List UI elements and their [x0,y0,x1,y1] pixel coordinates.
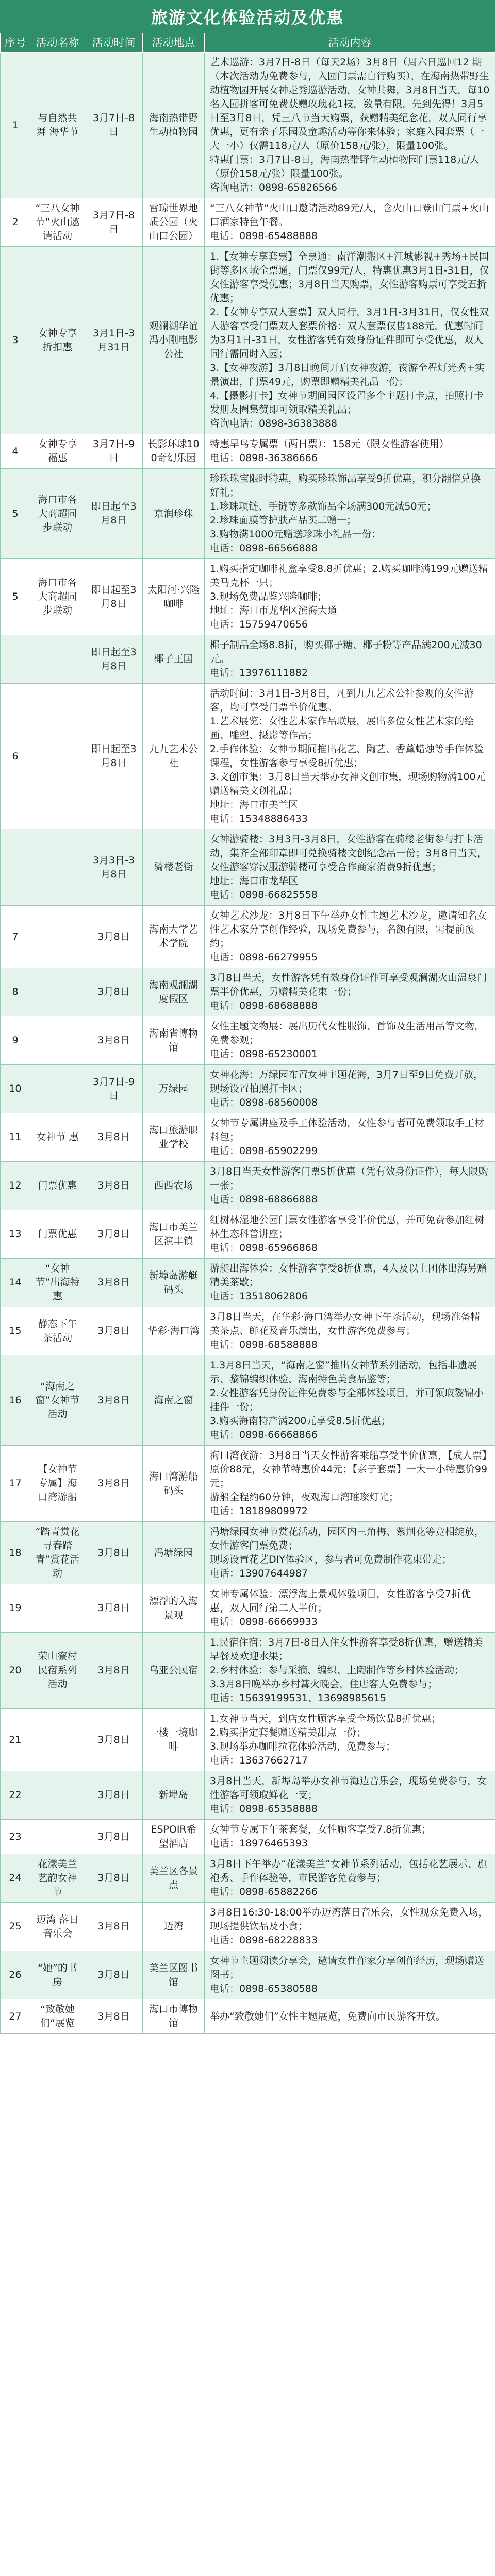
cell-no: 20 [1,1633,30,1709]
table-row [1,559,495,635]
cell-activity-time: 3月8日 [85,1113,143,1162]
content-line: 特惠早鸟专属票（两日票）：158元（限女性游客使用） [210,438,449,450]
content-line: 电话：15759470656 [210,619,308,630]
table-row [1,198,495,247]
cell-activity-place: 万绿园 [143,1065,205,1113]
cell-no: 1 [1,53,30,198]
cell-activity-content [205,469,495,559]
content-line: 红树林湿地公园门票女性游客享受半价优惠，并可免费参加红树林生态科普讲座； [210,1214,485,1240]
content-line: 特惠门票：3月7日-8日，海南热带野生动植物园门票118元/人（原价158元/张）限量100张。 [210,154,480,179]
content-line: 2.手作体验：女神节期间推出花艺、陶艺、香薰蜡烛等手作体验课程，女性游客参与享受8折优惠； [210,743,484,769]
cell-no: 27 [1,1999,30,2034]
cell-activity-time: 3月1日-3月31日 [85,247,143,434]
cell-activity-time: 3月7日-9日 [85,434,143,469]
cell-activity-time: 3月8日 [85,1854,143,1903]
cell-no: 16 [1,1355,30,1446]
cell-activity-place: 海口湾游船码头 [143,1446,205,1522]
content-line: 电话：0898-68228833 [210,1935,318,1946]
content-line: 电话：15348886433 [210,813,308,824]
cell-activity-place: 海南之窗 [143,1355,205,1446]
table-row [1,1771,495,1820]
cell-no: 26 [1,1951,30,1999]
cell-activity-content [205,1633,495,1709]
content-line: 咨询电话：0898-36383888 [210,418,337,429]
cell-activity-name: 女神专享 福惠 [30,434,85,469]
content-line: 现场设置花艺DIY体验区，参与者可免费制作花束带走； [210,1554,452,1565]
cell-activity-place: 长影环球100奇幻乐园 [143,434,205,469]
content-line: 电话：0898-66279955 [210,952,318,963]
content-line: 电话：0898-68866888 [210,1194,318,1205]
content-line: 椰子制品全场8.8折，购买椰子糖、椰子粉等产品满200元减30元。 [210,639,482,665]
cell-activity-place: 冯塘绿园 [143,1522,205,1584]
cell-no: 5 [1,559,30,635]
cell-activity-name: “她”的书房 [30,1951,85,1999]
cell-activity-content [205,198,495,247]
cell-activity-name: 海口市各大商超同步联动 [30,469,85,559]
cell-activity-place: 新埠岛 [143,1771,205,1820]
cell-activity-content [205,1584,495,1633]
cell-no: 9 [1,1016,30,1065]
cell-activity-content [205,684,495,829]
cell-activity-content [205,968,495,1016]
cell-activity-content [205,1307,495,1355]
table-row [1,1584,495,1633]
content-line: 电话：13976111882 [210,667,308,679]
content-line: 电话：0898-65230001 [210,1048,318,1060]
content-line: 3月8日当天，女性游客凭有效身份证件可享受观澜湖火山温泉门票半价优惠，另赠精美花束一份； [210,972,487,997]
cell-activity-time: 3月8日 [85,1633,143,1709]
cell-activity-content [205,906,495,968]
cell-activity-time: 3月7日-9日 [85,1065,143,1113]
content-line: 3.购买海南特产满200元享受8.5折优惠； [210,1415,391,1427]
cell-activity-content [205,1210,495,1259]
content-line: 1.民宿住宿：3月7日-8日入住女性游客享受8折优惠，赠送精美早餐及欢迎水果； [210,1637,483,1662]
content-line: 电话：18189809972 [210,1505,308,1517]
cell-activity-content [205,53,495,198]
table-row [1,1951,495,1999]
cell-activity-name: 与自然共舞 海华节 [30,53,85,198]
cell-activity-place: 迈湾 [143,1903,205,1951]
cell-activity-name [30,1820,85,1854]
cell-no: 5 [1,469,30,559]
cell-no: 23 [1,1820,30,1854]
table-row [1,1709,495,1771]
cell-activity-content [205,1854,495,1903]
cell-activity-name: 女神专享折扣惠 [30,247,85,434]
content-line: 电话：0898-65380588 [210,1983,318,1994]
content-line: 电话：0898-66669933 [210,1616,318,1628]
cell-activity-content [205,1446,495,1522]
cell-activity-name: “致敬她们”展览 [30,1999,85,2034]
cell-activity-content [205,635,495,684]
content-line: 2.乡村体验：参与采摘、编织、土陶制作等乡村体验活动； [210,1665,465,1676]
content-line: 3月8日当天，在华彩·海口湾举办女神下午茶活动，现场准备精美茶点、鲜花及音乐演出，女性游客免费参与； [210,1311,481,1336]
cell-activity-content [205,1355,495,1446]
cell-activity-time: 3月8日 [85,1522,143,1584]
cell-activity-place: 华彩·海口湾 [143,1307,205,1355]
cell-activity-name: 静态下午茶活动 [30,1307,85,1355]
cell-no: 2 [1,198,30,247]
cell-no [1,829,30,906]
cell-no: 17 [1,1446,30,1522]
cell-activity-time: 3月7日-8日 [85,53,143,198]
content-line: 3.【女神夜游】3月8日晚间开启女神夜游，夜游全程灯光秀+实景演出，门票49元，购票即赠精美礼品一份； [210,362,485,387]
cell-activity-content [205,1162,495,1210]
cell-activity-time: 3月8日 [85,968,143,1016]
cell-activity-place: 海南大学艺术学院 [143,906,205,968]
cell-activity-place: ESPOIR希望酒店 [143,1820,205,1854]
cell-activity-time: 3月8日 [85,1210,143,1259]
table-row [1,968,495,1016]
table-row [1,469,495,559]
content-line: 女神艺术沙龙：3月8日下午举办女性主题艺术沙龙，邀请知名女性艺术家分享创作经验，现场免费参与，名额有限，需提前预约； [210,910,487,949]
cell-activity-name: 女神节 惠 [30,1113,85,1162]
cell-activity-name: “三八女神节”火山邀请活动 [30,198,85,247]
content-line: 电话：0898-36386666 [210,452,318,464]
cell-activity-place: 雷琼世界地质公园（火山口公园） [143,198,205,247]
cell-activity-name [30,1016,85,1065]
cell-no: 6 [1,684,30,829]
cell-activity-time: 3月8日 [85,1355,143,1446]
cell-activity-place: 美兰区各景点 [143,1854,205,1903]
content-line: 女神节专属讲座及手工体验活动，女性参与者可免费领取手工材料包； [210,1117,485,1143]
content-line: 电话：0898-65358888 [210,1803,318,1815]
cell-no: 3 [1,247,30,434]
content-line: 电话：13907644987 [210,1568,308,1579]
table-row [1,434,495,469]
cell-activity-name [30,684,85,829]
content-line: 女神游骑楼：3月3日-3月8日，女性游客在骑楼老街参与打卡活动，集齐全部印章即可兑换骑楼文创纪念品一份；3月8日当天，女性游客穿汉服游骑楼可享受合作商家消费9折优惠； [210,834,487,873]
cell-activity-name: “女神节”出海特惠 [30,1259,85,1307]
cell-no: 13 [1,1210,30,1259]
content-line: 活动时间：3月1日-3月8日，凡到九九艺术公社参观的女性游客，均可享受门票半价优惠。 [210,688,474,713]
content-line: 海口湾夜游：3月8日当天女性游客乘船享受半价优惠，【成人票】原价88元，女神节特惠价44元；【亲子套票】一大一小特惠价99元； [210,1450,488,1489]
table-row [1,1903,495,1951]
cell-activity-time: 即日起至3月8日 [85,469,143,559]
cell-no: 10 [1,1065,30,1113]
table-row [1,1259,495,1307]
table-row [1,53,495,198]
cell-activity-place: 京润珍珠 [143,469,205,559]
cell-activity-place: 骑楼老街 [143,829,205,906]
content-line: 2.【女神专享双人套票】双人同行，3月1日-3月31日，仅女性双人游客享受门票双人套票价格：双人套票仅售188元，优惠时间为3月1日-31日，女性游客凭有效身份证件即可享受优惠，双人同行需同时入园； [210,307,489,360]
cell-no: 15 [1,1307,30,1355]
cell-activity-name [30,906,85,968]
content-line: 3.3月8日晚举办乡村篝火晚会，住店客人免费参与； [210,1679,438,1690]
table-row [1,1162,495,1210]
content-line: 2.女性游客凭身份证件免费参与全部体验项目，并可领取黎锦小挂件一份； [210,1387,484,1413]
cell-activity-content [205,1016,495,1065]
table-row [1,1355,495,1446]
table-row [1,1210,495,1259]
content-line: 3.购物满1000元赠送珍珠小礼品一份； [210,529,382,540]
cell-activity-content [205,1709,495,1771]
cell-activity-name: 门票优惠 [30,1162,85,1210]
cell-activity-time: 3月8日 [85,1307,143,1355]
content-line: 地址：海口市美兰区 [210,799,299,810]
cell-activity-content [205,247,495,434]
content-line: 女神节主题阅读分享会，邀请女性作家分享创作经历，现场赠送图书； [210,1955,485,1980]
table-row [1,1633,495,1709]
cell-activity-place: 海口市博物馆 [143,1999,205,2034]
cell-activity-time: 3月8日 [85,1820,143,1854]
content-line: 电话：13637662717 [210,1755,308,1766]
content-line: 3月8日当天，新埠岛举办女神节海边音乐会，现场免费参与，女性游客可领取鲜花一支； [210,1775,487,1801]
content-line: 女性主题文物展：展出历代女性服饰、首饰及生活用品等文物，免费参观； [210,1021,485,1046]
content-line: 电话：13518062806 [210,1291,308,1302]
cell-activity-name: 海口市各大商超同步联动 [30,559,85,635]
content-line: 1.艺术展览：女性艺术家作品联展，展出多位女性艺术家的绘画、雕塑、摄影等作品； [210,716,474,741]
content-line: 1.3月8日当天，“海南之窗”推出女神节系列活动，包括非遗展示、黎锦编织体验、海南特色美食品鉴等； [210,1360,477,1385]
table-row [1,247,495,434]
content-line: 1.珍珠项链、手链等多款饰品全场满300元减50元； [210,501,437,512]
content-line: 电话：0898-68560008 [210,1097,318,1108]
cell-no: 7 [1,906,30,968]
cell-activity-name: 迈湾 落日 音乐会 [30,1903,85,1951]
table-row [1,1446,495,1522]
cell-activity-name: “海南之窗”女神节活动 [30,1355,85,1446]
page-title: 旅游文化体验活动及优惠 [0,0,495,33]
cell-activity-name: “踏青赏花 寻春踏青”赏花活动 [30,1522,85,1584]
cell-activity-name [30,1584,85,1633]
cell-activity-place: 西西农场 [143,1162,205,1210]
cell-activity-content [205,1951,495,1999]
content-line: 1.【女神专享套票】全票通：南洋潮搬区+江城影视+秀场+民国街等多区域全票通，门票仅99元/人，特惠优惠3月1日-31日，仅女性游客享受优惠；3月8日当天购票，女性游客购票可享受五折优惠； [210,251,489,304]
cell-activity-place: 太阳河·兴隆咖啡 [143,559,205,635]
cell-activity-place: 九九艺术公社 [143,684,205,829]
cell-activity-name [30,1065,85,1113]
cell-activity-time: 3月8日 [85,1016,143,1065]
cell-activity-time: 3月8日 [85,1446,143,1522]
content-line: 3月8日下午举办“花漾美兰”女神节系列活动，包括花艺展示、旗袍秀、手作体验等，市民游客免费参与； [210,1858,487,1884]
cell-activity-content [205,1259,495,1307]
content-line: 电话：0898-65488888 [210,230,318,242]
cell-no: 14 [1,1259,30,1307]
column-header-time: 活动时间 [85,33,143,53]
cell-activity-time: 3月8日 [85,1709,143,1771]
content-line: 地址：海口市龙华区 [210,875,299,887]
table-row [1,684,495,829]
cell-activity-time: 3月8日 [85,1259,143,1307]
table-header-row [1,33,495,53]
column-header-no: 序号 [1,33,30,53]
cell-activity-place: 海口旅游职业学校 [143,1113,205,1162]
content-line: 3月8日当天女性游客门票5折优惠（凭有效身份证件），每人限购一张； [210,1166,488,1191]
table-row [1,829,495,906]
content-line: 2.购买指定套餐赠送精美甜点一份； [210,1727,367,1738]
cell-activity-place: 海南观澜湖度假区 [143,968,205,1016]
content-line: 珍珠珠宝限时特惠，购买珍珠饰品享受9折优惠，积分翻倍兑换好礼； [210,473,481,498]
cell-activity-content [205,1820,495,1854]
content-line: 3月8日16:30-18:00举办迈湾落日音乐会，女性观众免费入场，现场提供饮品及小食； [210,1907,488,1932]
cell-no: 4 [1,434,30,469]
table-row [1,1016,495,1065]
content-line: 电话：0898-66668866 [210,1429,318,1440]
cell-activity-place: 海南热带野生动植物园 [143,53,205,198]
content-line: “三八女神节”火山口邀请活动89元/人，含火山口登山门票+火山口酒家特色午餐。 [210,202,489,228]
cell-activity-time: 3月8日 [85,1951,143,1999]
content-line: 3.文创市集：3月8日当天举办女神文创市集，现场购物满100元赠送精美文创礼品； [210,771,486,796]
cell-no [1,635,30,684]
content-line: 游船全程约60分钟，夜观海口湾璀璨灯光； [210,1492,399,1503]
table-row [1,1307,495,1355]
cell-activity-content [205,1771,495,1820]
cell-activity-time: 即日起至3月8日 [85,559,143,635]
cell-activity-place: 椰子王国 [143,635,205,684]
cell-no: 24 [1,1854,30,1903]
table-row [1,1820,495,1854]
content-line: 地址：海口市龙华区滨海大道 [210,605,338,616]
cell-activity-name [30,968,85,1016]
content-line: 冯塘绿园女神节赏花活动，园区内三角梅、紫荆花等竞相绽放，女性游客门票免费； [210,1526,485,1551]
cell-activity-time: 即日起至3月8日 [85,684,143,829]
content-line: 1.女神节当天，到店女性顾客享受全场饮品8折优惠； [210,1713,441,1724]
cell-activity-content [205,559,495,635]
cell-activity-time: 3月7日-8日 [85,198,143,247]
cell-activity-time: 3月3日-3月8日 [85,829,143,906]
content-line: 女神专属体验：漂浮海上景观体验项目，女性游客享受7折优惠，双人同行第二人半价； [210,1588,471,1614]
cell-activity-time: 3月8日 [85,1771,143,1820]
content-line: 艺术巡游：3月7日-8日（每天2场）3月8日（周六日巡回12 期（本次活动为免费参与，入园门票需自行购买），在海南热带野生动植物园开展女神走秀巡游活动，女神共舞，3月8日当天，每10名入园拼客可免费获赠玫瑰花1枝，数量有限，先到先得！3月5日至3月8日，凭三八节当天购票，获赠精美纪念花，双人同行享优惠，更有亲子乐园及童趣活动等你来体验；家庭入园套票（一大一小）仅需118元/人（原价158元/张），限量100张。 [210,57,490,151]
content-line: 电话：0898-65902299 [210,1145,318,1157]
content-line: 电话：15639199531、13698985615 [210,1692,386,1704]
cell-activity-place: 观澜湖华谊冯小刚电影公社 [143,247,205,434]
cell-no: 8 [1,968,30,1016]
content-line: 1.购买指定咖啡礼盒享受8.8折优惠；2.购买咖啡满199元赠送精美马克杯一只； [210,563,488,588]
content-line: 电话：0898-66825558 [210,889,318,901]
cell-activity-name [30,1771,85,1820]
cell-activity-name: 【女神节专属】海口湾游船 [30,1446,85,1522]
cell-no: 11 [1,1113,30,1162]
cell-activity-time: 即日起至3月8日 [85,635,143,684]
table-row [1,1065,495,1113]
table-row [1,635,495,684]
cell-activity-time: 3月8日 [85,906,143,968]
table-row [1,1522,495,1584]
cell-activity-time: 3月8日 [85,1999,143,2034]
table-row [1,1999,495,2034]
table-body [1,53,495,2034]
content-line: 4.【摄影打卡】女神节期间园区设置多个主题打卡点，拍照打卡发朋友圈集赞即可领取精美礼品； [210,390,484,415]
content-line: 游艇出海体验：女性游客享受8折优惠，4人及以上团体出海另赠精美茶歇； [210,1263,487,1288]
cell-activity-name [30,635,85,684]
content-line: 电话：18976465393 [210,1838,308,1849]
cell-activity-content [205,829,495,906]
activities-table [0,33,495,2034]
table-row [1,1113,495,1162]
cell-activity-content [205,1113,495,1162]
column-header-name: 活动名称 [30,33,85,53]
cell-activity-place: 海口市美兰区演丰镇 [143,1210,205,1259]
cell-no: 18 [1,1522,30,1584]
cell-activity-content [205,1999,495,2034]
content-line: 电话：0898-65966868 [210,1242,318,1253]
cell-no: 21 [1,1709,30,1771]
column-header-place: 活动地点 [143,33,205,53]
content-line: 女神花海：万绿园布置女神主题花海，3月7日至9日免费开放，现场设置拍照打卡区； [210,1069,484,1094]
column-header-content: 活动内容 [205,33,495,53]
content-line: 咨询电话：0898-65826566 [210,182,337,193]
cell-activity-name: 花漾美兰 艺韵女神节 [30,1854,85,1903]
content-line: 女神节专属下午茶套餐，女性顾客享受7.8折优惠； [210,1824,432,1835]
cell-activity-name: 门票优惠 [30,1210,85,1259]
cell-activity-name [30,1709,85,1771]
cell-activity-content [205,1522,495,1584]
cell-no: 22 [1,1771,30,1820]
cell-no: 19 [1,1584,30,1633]
content-line: 举办“致敬她们”女性主题展览，免费向市民游客开放。 [210,2010,446,2022]
cell-activity-content [205,1903,495,1951]
table-row [1,906,495,968]
content-line: 电话：0898-65882266 [210,1886,318,1897]
content-line: 3.现场免费品鉴兴隆咖啡； [210,591,327,602]
content-line: 电话：0898-68588888 [210,1339,318,1350]
cell-activity-content [205,434,495,469]
cell-activity-place: 乌亚公民宿 [143,1633,205,1709]
cell-activity-content [205,1065,495,1113]
cell-activity-place: 漂浮的入海景观 [143,1584,205,1633]
cell-no: 25 [1,1903,30,1951]
content-line: 3.现场举办咖啡拉花体验活动，免费参与； [210,1741,396,1752]
content-line: 电话：0898-66566888 [210,543,318,554]
cell-activity-time: 3月8日 [85,1584,143,1633]
cell-activity-place: 美兰区图书馆 [143,1951,205,1999]
cell-activity-name: 荣山寮村民宿系列活动 [30,1633,85,1709]
content-line: 2.珍珠面膜等护肤产品买二赠一； [210,515,357,526]
cell-no: 12 [1,1162,30,1210]
cell-activity-place: 新埠岛游艇码头 [143,1259,205,1307]
cell-activity-place: 一楼一境咖啡 [143,1709,205,1771]
content-line: 电话：0898-68688888 [210,1000,318,1011]
cell-activity-place: 海南省博物馆 [143,1016,205,1065]
cell-activity-time: 3月8日 [85,1903,143,1951]
cell-activity-time: 3月8日 [85,1162,143,1210]
table-row [1,1854,495,1903]
cell-activity-name [30,829,85,906]
